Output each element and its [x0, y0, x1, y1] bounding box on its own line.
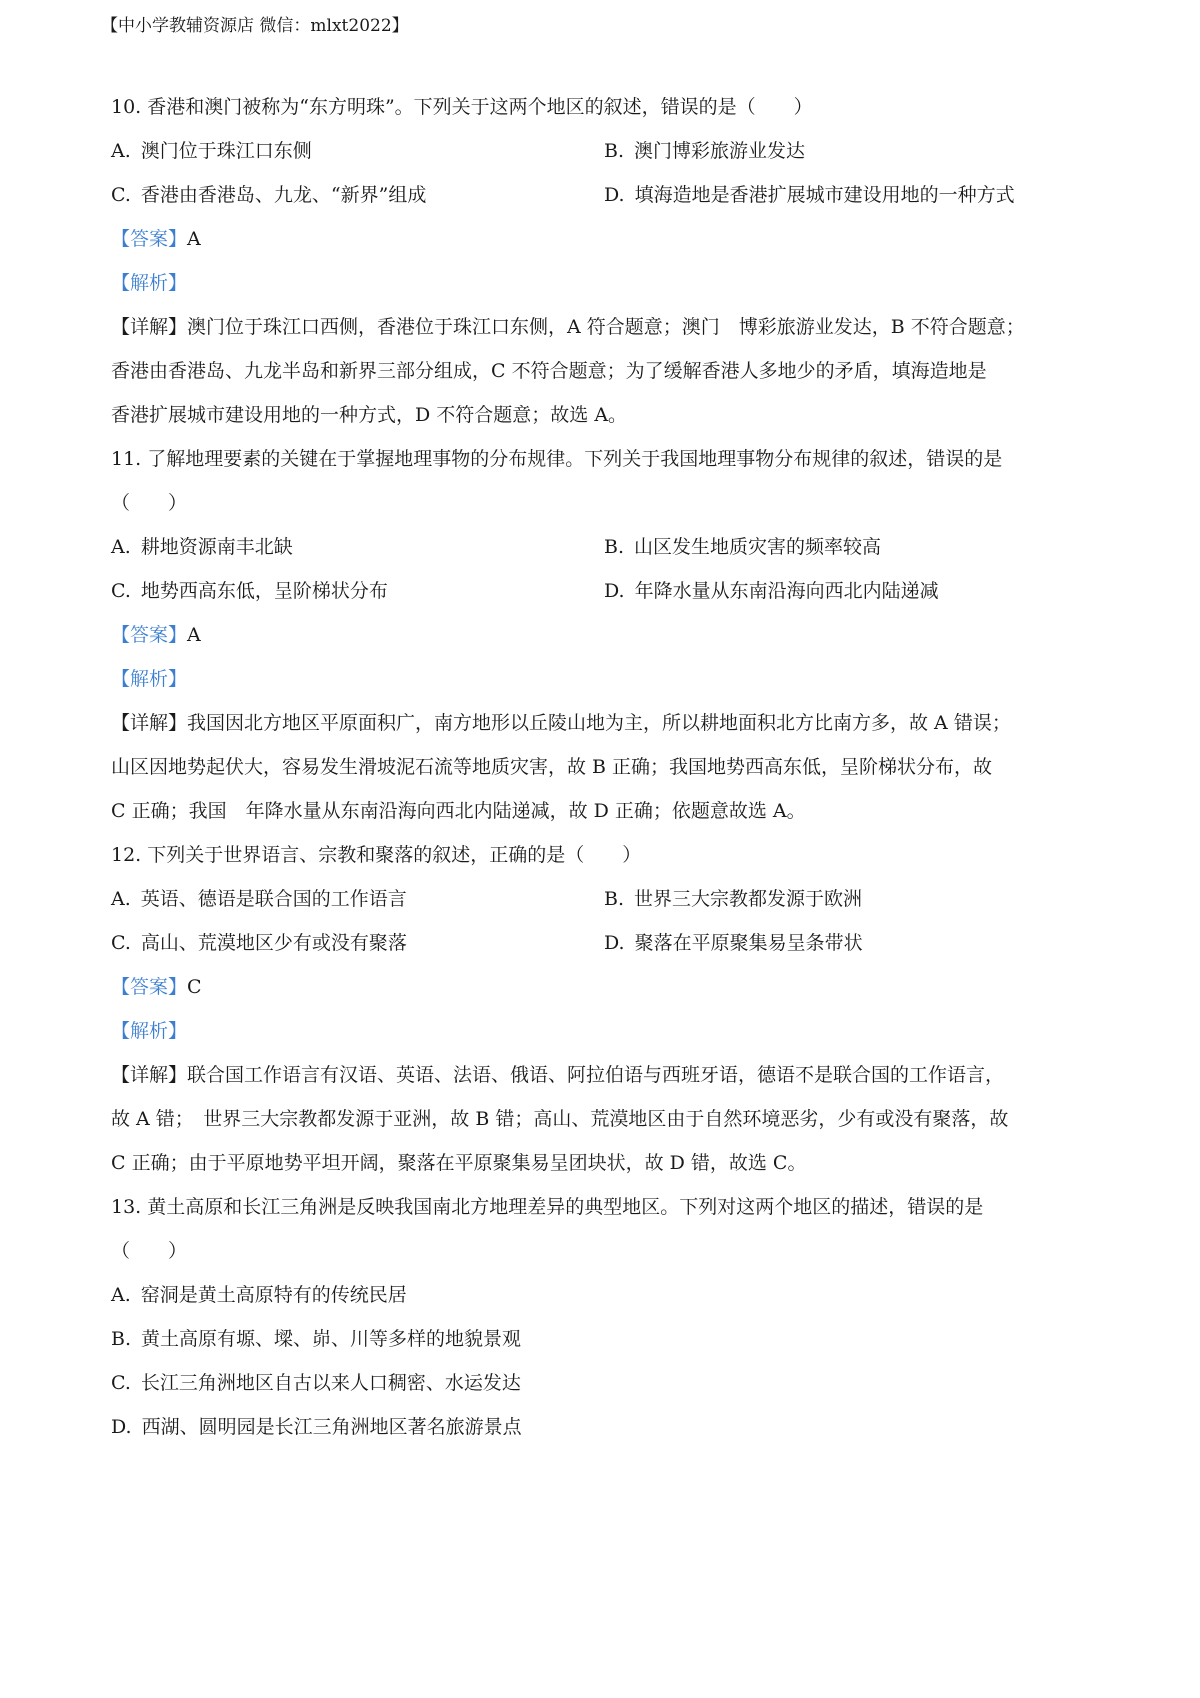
option-label: A.: [111, 1284, 131, 1306]
option-text: 耕地资源南丰北缺: [140, 536, 293, 558]
question-13-stem-cont: （ ）: [111, 1240, 188, 1262]
option-label: C.: [111, 184, 131, 206]
option-text: 地势西高东低，呈阶梯状分布: [140, 580, 388, 602]
option-label: A.: [111, 140, 131, 162]
question-11-option-a: [111, 534, 293, 560]
question-12-option-d: [604, 930, 863, 956]
question-12-option-c: [111, 930, 407, 956]
option-text: 高山、荒漠地区少有或没有聚落: [140, 932, 407, 954]
question-10-option-d: [604, 182, 1015, 208]
question-11-option-b: [604, 534, 881, 560]
question-10-answer: [111, 226, 201, 252]
question-12-answer: [111, 974, 202, 1000]
option-text: 填海造地是香港扩展城市建设用地的一种方式: [634, 184, 1015, 206]
question-12-detail-line-2: 故 A 错； 世界三大宗教都发源于亚洲，故 B 错；高山、荒漠地区由于自然环境恶劣，少有或没有聚落，故: [111, 1108, 1009, 1130]
question-10-analysis-tag: 【解析】: [111, 272, 188, 294]
option-label: C.: [111, 932, 131, 954]
answer-tag: 【答案】: [111, 976, 188, 998]
option-label: A.: [111, 536, 131, 558]
question-10-detail-line-1: [111, 314, 1025, 340]
question-12-option-b: [604, 886, 862, 912]
detail-tag: 【详解】: [111, 712, 188, 734]
detail-tag: 【详解】: [111, 1064, 188, 1086]
option-text: 澳门位于珠江口东侧: [140, 140, 312, 162]
question-11-detail-line-3: C 正确；我国 年降水量从东南沿海向西北内陆递减，故 D 正确；依题意故选 A。: [111, 800, 806, 822]
question-13-option-b: [111, 1326, 521, 1352]
question-10-option-a: [111, 138, 312, 164]
question-13-option-c: [111, 1370, 521, 1396]
question-12-option-a: [111, 886, 407, 912]
question-10-stem: 10. 香港和澳门被称为“东方明珠”。下列关于这两个地区的叙述，错误的是（ ）: [111, 96, 813, 118]
detail-tag: 【详解】: [111, 316, 188, 338]
question-11-analysis-tag: 【解析】: [111, 668, 188, 690]
option-text: 黄土高原有塬、墚、峁、川等多样的地貌景观: [141, 1328, 522, 1350]
question-10-option-c: [111, 182, 426, 208]
option-text: 聚落在平原聚集易呈条带状: [634, 932, 863, 954]
option-label: C.: [111, 580, 131, 602]
option-text: 窑洞是黄土高原特有的传统民居: [140, 1284, 407, 1306]
answer-value: A: [187, 228, 201, 250]
option-label: B.: [604, 888, 625, 910]
option-label: D.: [111, 1416, 132, 1438]
option-label: B.: [111, 1328, 132, 1350]
option-label: D.: [604, 932, 625, 954]
question-13-option-d: [111, 1414, 522, 1440]
option-label: A.: [111, 888, 131, 910]
question-11-option-c: [111, 578, 388, 604]
answer-value: C: [187, 976, 202, 998]
option-label: C.: [111, 1372, 131, 1394]
question-10-detail-line-2: 香港由香港岛、九龙半岛和新界三部分组成，C 不符合题意；为了缓解香港人多地少的矛盾，填海造地是: [111, 360, 987, 382]
question-10-option-b: [604, 138, 805, 164]
option-text: 年降水量从东南沿海向西北内陆递减: [634, 580, 939, 602]
option-label: B.: [604, 140, 625, 162]
detail-text: 澳门位于珠江口西侧，香港位于珠江口东侧，A 符合题意；澳门 博彩旅游业发达，B 不符合题意；: [187, 316, 1025, 338]
detail-text: 我国因北方地区平原面积广，南方地形以丘陵山地为主，所以耕地面积北方比南方多，故 A 错误；: [187, 712, 1011, 734]
option-text: 香港由香港岛、九龙、“新界”组成: [140, 184, 427, 206]
option-text: 英语、德语是联合国的工作语言: [140, 888, 407, 910]
detail-text: 联合国工作语言有汉语、英语、法语、俄语、阿拉伯语与西班牙语，德语不是联合国的工作语言，: [187, 1064, 1005, 1086]
answer-tag: 【答案】: [111, 624, 188, 646]
question-12-detail-line-3: C 正确；由于平原地势平坦开阔，聚落在平原聚集易呈团块状，故 D 错，故选 C。: [111, 1152, 807, 1174]
question-10-detail-line-3: 香港扩展城市建设用地的一种方式，D 不符合题意；故选 A。: [111, 404, 628, 426]
question-11-stem: 11. 了解地理要素的关键在于掌握地理事物的分布规律。下列关于我国地理事物分布规律的叙述，错误的是: [111, 448, 1003, 470]
option-label: D.: [604, 580, 625, 602]
option-label: D.: [604, 184, 625, 206]
option-text: 世界三大宗教都发源于欧洲: [634, 888, 863, 910]
question-13-option-a: [111, 1282, 407, 1308]
question-11-detail-line-2: 山区因地势起伏大，容易发生滑坡泥石流等地质灾害，故 B 正确；我国地势西高东低，呈阶梯状分布，故: [111, 756, 993, 778]
option-label: B.: [604, 536, 625, 558]
question-13-stem: 13. 黄土高原和长江三角洲是反映我国南北方地理差异的典型地区。下列对这两个地区的描述，错误的是: [111, 1196, 984, 1218]
question-11-answer: [111, 622, 201, 648]
question-12-analysis-tag: 【解析】: [111, 1020, 188, 1042]
option-text: 西湖、圆明园是长江三角洲地区著名旅游景点: [141, 1416, 522, 1438]
option-text: 长江三角洲地区自古以来人口稠密、水运发达: [140, 1372, 521, 1394]
answer-tag: 【答案】: [111, 228, 188, 250]
question-11-detail-line-1: [111, 710, 1011, 736]
question-11-stem-cont: （ ）: [111, 492, 188, 514]
question-11-option-d: [604, 578, 939, 604]
question-12-detail-line-1: [111, 1062, 1004, 1088]
question-12-stem: 12. 下列关于世界语言、宗教和聚落的叙述，正确的是（ ）: [111, 844, 642, 866]
answer-value: A: [187, 624, 201, 646]
watermark-header: 【中小学教辅资源店 微信：mlxt2022】: [101, 16, 409, 36]
option-text: 澳门博彩旅游业发达: [634, 140, 806, 162]
option-text: 山区发生地质灾害的频率较高: [634, 536, 882, 558]
